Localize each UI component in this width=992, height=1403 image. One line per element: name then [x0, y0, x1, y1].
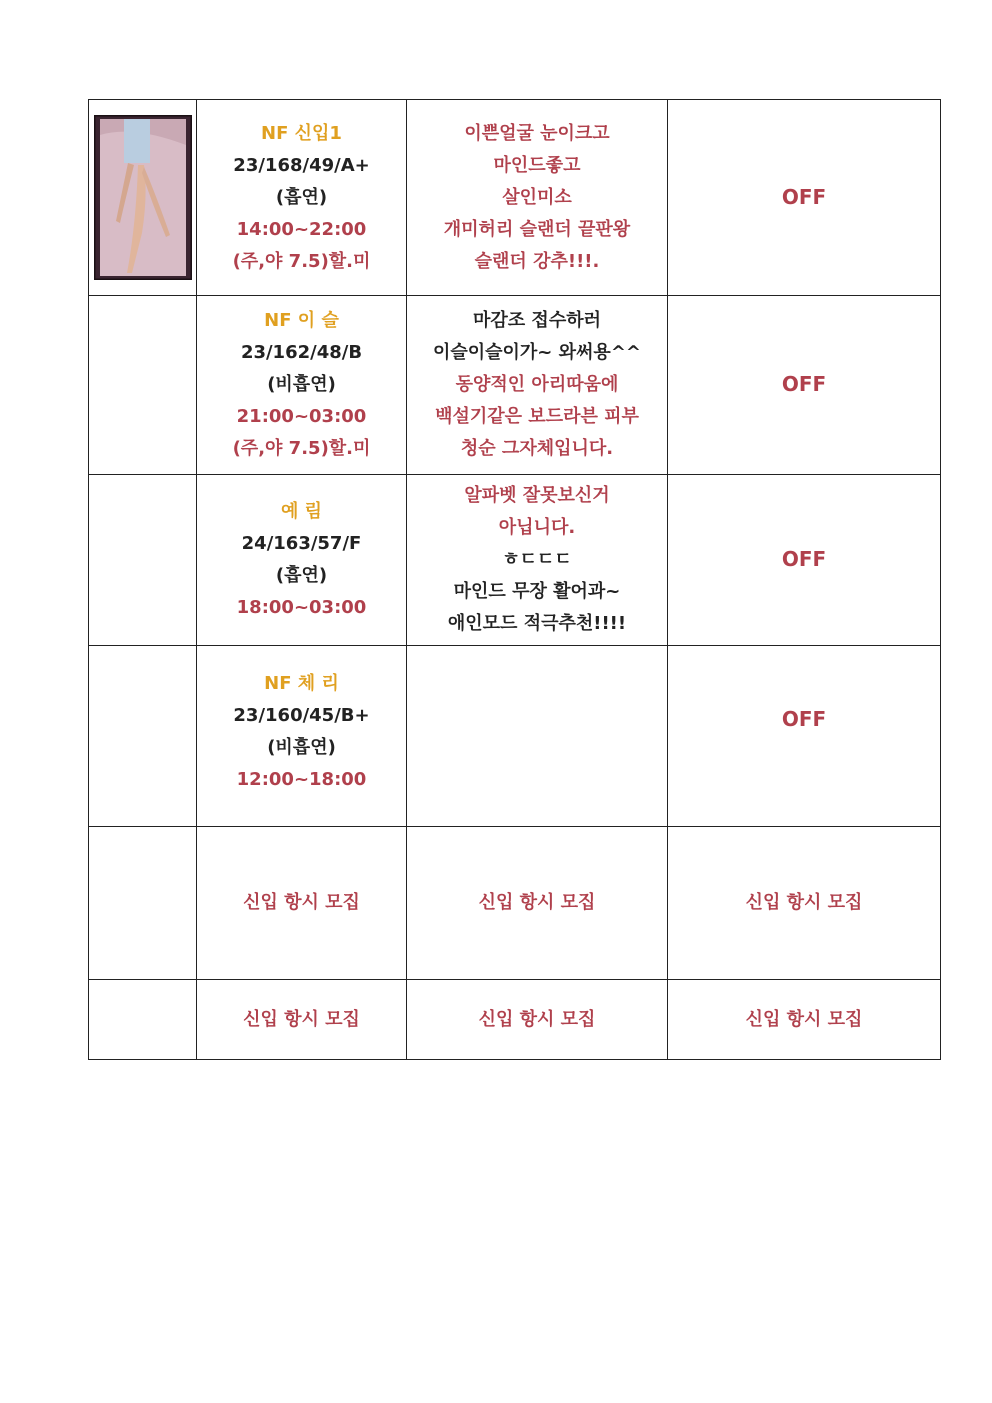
- comment-line: 슬랜더 강추!!!.: [474, 250, 600, 272]
- photo-cell: [89, 980, 197, 1060]
- photo-cell: [89, 646, 197, 827]
- profile-line: (흡연): [275, 565, 328, 586]
- status-label: OFF: [781, 372, 827, 396]
- profile-line: 23/160/45/B+: [233, 705, 370, 726]
- profile-line: 18:00~03:00: [236, 597, 367, 618]
- recruit-cell: 신입 항시 모집: [668, 980, 941, 1060]
- comment-line: 개미허리 슬랜더 끝판왕: [443, 218, 631, 240]
- status-cell: [668, 475, 941, 646]
- comment-line: 이슬이슬이가~ 와써용^^: [432, 342, 641, 363]
- status-cell: [668, 100, 941, 296]
- table-row: [89, 100, 941, 296]
- status-label: OFF: [781, 184, 827, 209]
- profile-line: (비흡연): [267, 737, 336, 758]
- profile-line: 24/163/57/F: [241, 533, 362, 554]
- comment-line: 아닙니다.: [498, 517, 576, 538]
- status-label: OFF: [781, 707, 827, 731]
- comment-cell: [407, 646, 668, 827]
- comment-cell: [407, 475, 668, 646]
- recruit-cell: 신입 항시 모집: [407, 980, 668, 1060]
- profile-line: (주,야 7.5)할.미: [232, 438, 371, 459]
- profile-line: (비흡연): [267, 374, 336, 395]
- comment-cell: [407, 296, 668, 475]
- photo-cell: [89, 827, 197, 980]
- recruit-cell: 신입 항시 모집: [197, 827, 407, 980]
- recruit-cell: 신입 항시 모집: [197, 980, 407, 1060]
- profile-photo: [94, 115, 192, 280]
- table-row: [89, 475, 941, 646]
- profile-line: (주,야 7.5)할.미: [232, 250, 371, 272]
- profile-cell: [197, 100, 407, 296]
- profile-line: 12:00~18:00: [236, 769, 367, 790]
- profile-line: NF 이 슬: [264, 310, 339, 331]
- profile-line: 14:00~22:00: [236, 218, 367, 240]
- photo-cell: [89, 296, 197, 475]
- comment-line: 이쁜얼굴 눈이크고: [464, 122, 610, 144]
- comment-line: 마인드좋고: [493, 154, 581, 176]
- comment-line: 애인모드 적극추천!!!!: [447, 613, 627, 634]
- profile-line: 예 림: [280, 501, 323, 522]
- profile-line: 21:00~03:00: [236, 406, 367, 427]
- photo-cell: [89, 475, 197, 646]
- profile-line: NF 신입1: [261, 122, 342, 144]
- roster-table: [88, 99, 941, 1060]
- comment-line: 청순 그자체입니다.: [460, 438, 614, 459]
- profile-cell: [197, 646, 407, 827]
- profile-cell: [197, 296, 407, 475]
- profile-line: (흡연): [275, 186, 328, 208]
- comment-line: 마인드 무장 활어과~: [453, 581, 621, 602]
- table-row: [89, 646, 941, 827]
- comment-cell: [407, 100, 668, 296]
- photo-cell: [89, 100, 197, 296]
- comment-line: 마감조 접수하러: [473, 310, 601, 331]
- status-label: OFF: [781, 547, 827, 571]
- recruit-cell: 신입 항시 모집: [668, 827, 941, 980]
- comment-line: 백설기같은 보드라븐 피부: [435, 406, 639, 427]
- recruit-row: [89, 980, 941, 1060]
- status-cell: [668, 296, 941, 475]
- profile-line: 23/162/48/B: [240, 342, 363, 363]
- table-row: [89, 296, 941, 475]
- comment-line: ㅎㄷㄷㄷ: [502, 549, 572, 570]
- comment-line: 동양적인 아리따움에: [455, 374, 619, 395]
- recruit-row: [89, 827, 941, 980]
- profile-line: NF 체 리: [264, 673, 339, 694]
- comment-line: 살인미소: [502, 186, 572, 208]
- comment-line: 알파벳 잘못보신거: [464, 485, 610, 506]
- profile-line: 23/168/49/A+: [233, 154, 370, 176]
- recruit-cell: 신입 항시 모집: [407, 827, 668, 980]
- profile-cell: [197, 475, 407, 646]
- status-cell: [668, 646, 941, 827]
